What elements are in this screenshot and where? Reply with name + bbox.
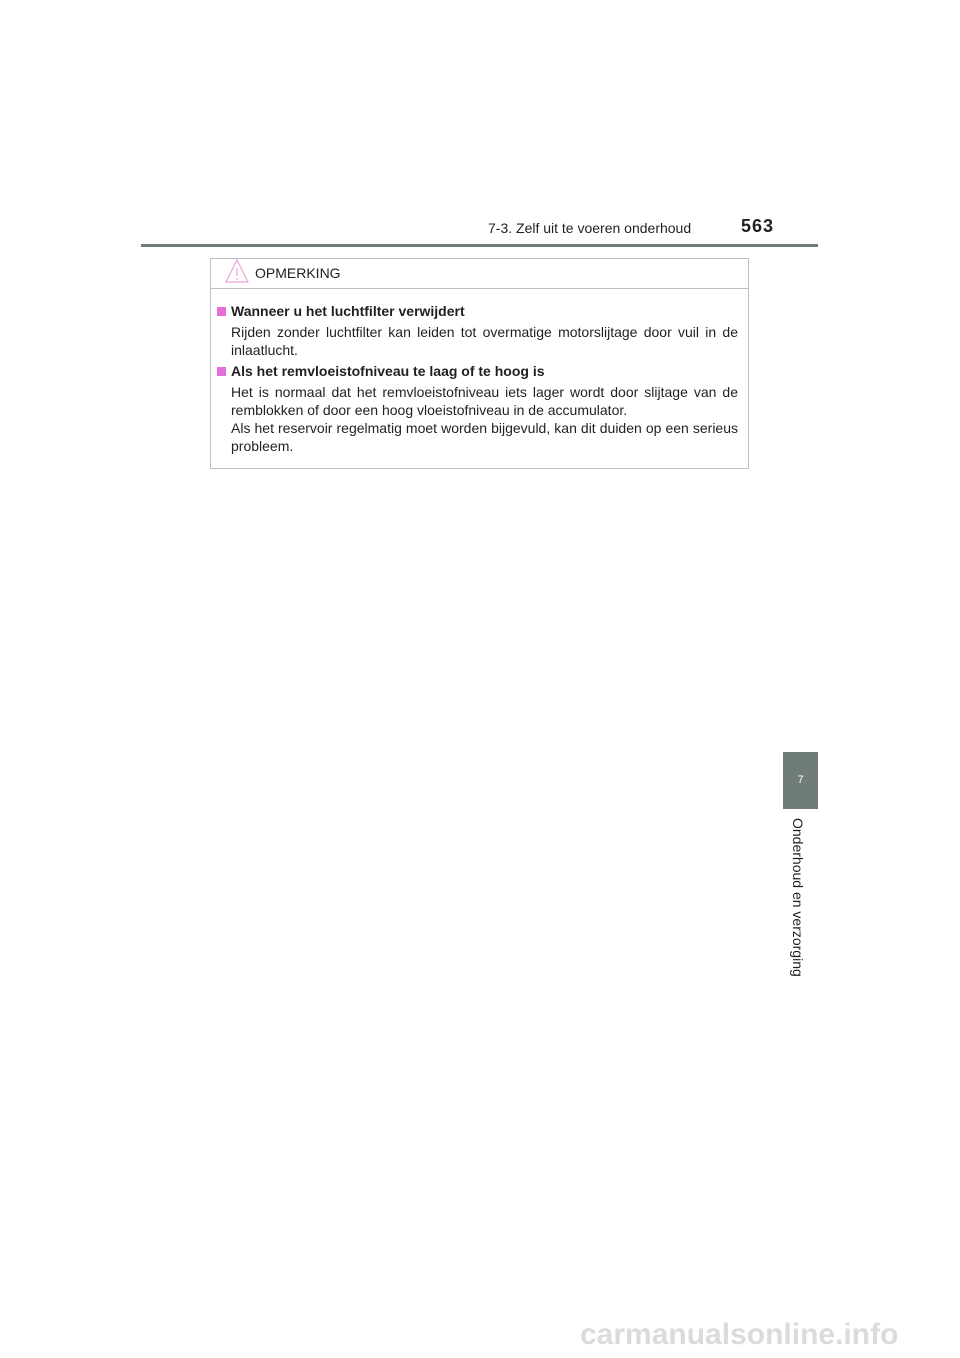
notice-item-heading-row: [217, 302, 738, 320]
chapter-tab: 7: [783, 752, 818, 809]
warning-triangle-icon: [225, 259, 249, 283]
notice-item-text: Het is normaal dat het remvloeistofniveau iets lager wordt door slijtage van de remblokken of door een hoog vloeistofniveau in de accumulator.: [231, 384, 738, 418]
notice-title: OPMERKING: [255, 265, 341, 281]
notice-box: [210, 258, 749, 469]
notice-item-heading-row: [217, 362, 738, 380]
section-title: 7-3. Zelf uit te voeren onderhoud: [488, 220, 692, 236]
notice-item: [217, 362, 738, 455]
page-number: 563: [741, 216, 775, 236]
square-bullet-icon: [217, 307, 226, 316]
square-bullet-icon: [217, 367, 226, 376]
header-divider: [141, 244, 818, 247]
watermark: carmanualsonline.info: [580, 1318, 899, 1351]
notice-item-text: Rijden zonder luchtfilter kan leiden tot overmatige motorslijtage door vuil in de inlaatlucht.: [231, 324, 738, 358]
notice-body: [211, 289, 748, 455]
notice-item-text-continued: Als het reservoir regelmatig moet worden bijgevuld, kan dit duiden op een serieus probleem.: [231, 420, 738, 454]
notice-item-heading: Als het remvloeistofniveau te laag of te hoog is: [231, 363, 545, 379]
chapter-label: Onderhoud en verzorging: [790, 818, 806, 977]
notice-item: [217, 302, 738, 359]
notice-item-heading: Wanneer u het luchtfilter verwijdert: [231, 303, 465, 319]
notice-header: [211, 259, 748, 289]
